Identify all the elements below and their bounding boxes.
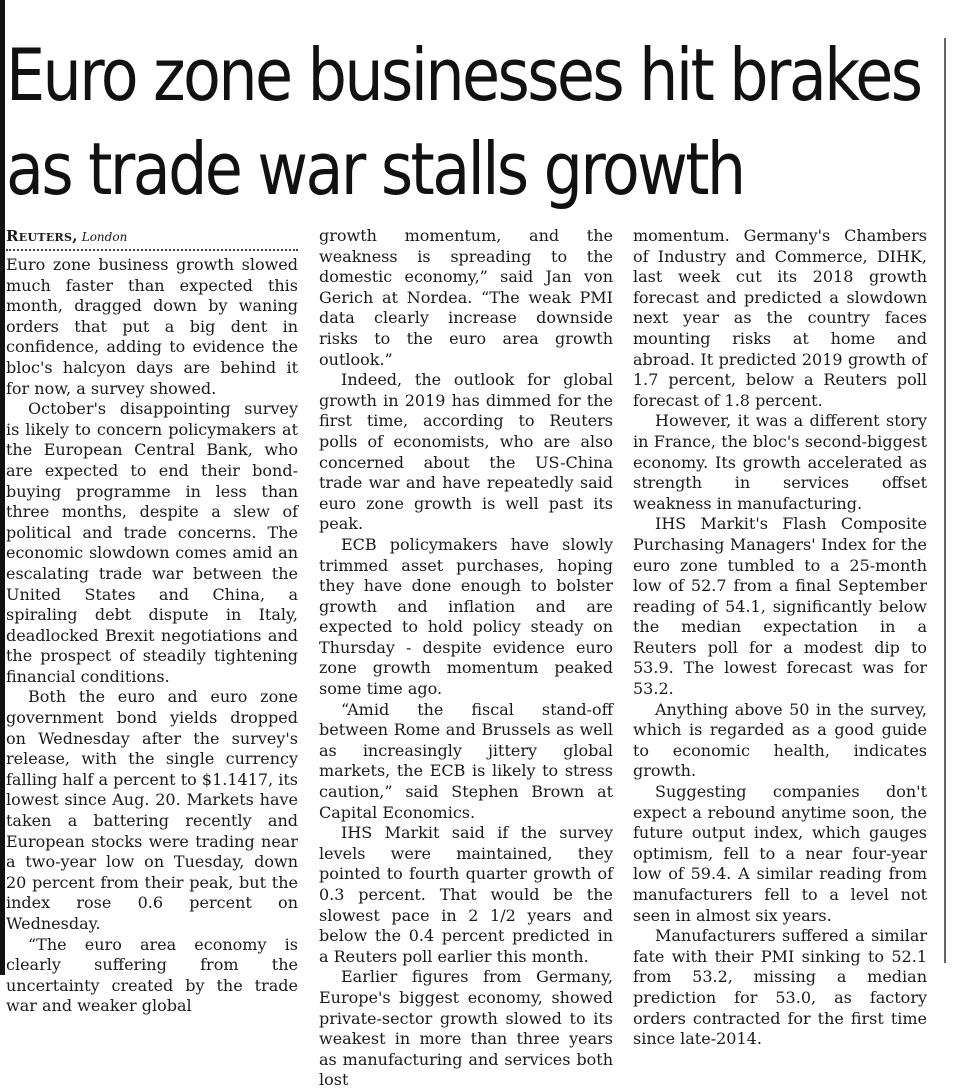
byline-location: London — [81, 230, 128, 244]
paragraph: Both the euro and euro zone government bond yields dropped on Wednesday after the survey's release, with the single currency falling half a percent to $1.1417, its lowest since Aug. 20. Markets have taken a battering recently and European stocks were trading near a two-year low on Tuesday, down 20 percent from their peak, but the index rose 0.6 percent on Wednesday. — [6, 687, 298, 933]
paragraph: “Amid the fiscal stand-off between Rome and Brussels as well as increasingly jittery global markets, the ECB is likely to stress caution,” said Stephen Brown at Capital Economics. — [319, 699, 613, 822]
byline-agency: Reuters, — [6, 227, 78, 245]
headline: Euro zone businesses hit brakes as trade war stalls growth — [6, 33, 921, 211]
article-column-1 — [6, 226, 298, 1017]
paragraph: momentum. Germany's Chambers of Industry and Commerce, DIHK, last week cut its 2018 growth forecast and predicted a slowdown next year as the country faces mounting risks at home and abroad. It predicted 2019 growth of 1.7 percent, below a Reuters poll forecast of 1.8 percent. — [633, 226, 927, 410]
byline — [6, 226, 298, 251]
paragraph: growth momentum, and the weakness is spreading to the domestic economy,” said Jan von Gerich at Nordea. “The weak PMI data clearly increase downside risks to the euro area growth outlook.” — [319, 226, 613, 369]
paragraph: Earlier figures from Germany, Europe's biggest economy, showed private-sector growth slowed to its weakest in more than three years as manufacturing and services both lost — [319, 967, 613, 1090]
column-rule — [944, 38, 946, 963]
paragraph: However, it was a different story in France, the bloc's second-biggest economy. Its growth accelerated as strength in services offset weakness in manufacturing. — [633, 411, 927, 513]
paragraph: Manufacturers suffered a similar fate with their PMI sinking to 52.1 from 53.2, missing a median prediction for 53.0, as factory orders contracted for the first time since late-2014. — [633, 926, 927, 1049]
page-edge — [0, 0, 5, 975]
paragraph: IHS Markit said if the survey levels were maintained, they pointed to fourth quarter growth of 0.3 percent. That would be the slowest pace in 2 1/2 years and below the 0.4 percent predicted in a Reuters poll earlier this month. — [319, 823, 613, 966]
article-column-3 — [633, 226, 927, 1050]
paragraph: Indeed, the outlook for global growth in 2019 has dimmed for the first time, according to Reuters polls of economists, who are also concerned about the US-China trade war and have repeatedly said euro zone growth is well past its peak. — [319, 370, 613, 534]
paragraph: “The euro area economy is clearly suffering from the uncertainty created by the trade war and weaker global — [6, 934, 298, 1016]
paragraph: October's disappointing survey is likely to concern policymakers at the European Central Bank, who are expected to end their bond-buying programme in less than three months, despite a slew of political and trade concerns. The economic slowdown comes amid an escalating trade war between the United States and China, a spiraling debt dispute in Italy, deadlocked Brexit negotiations and the prospect of steadily tightening financial conditions. — [6, 399, 298, 686]
paragraph: Suggesting companies don't expect a rebound anytime soon, the future output index, which gauges optimism, fell to a near four-year low of 59.4. A similar reading from manufacturers fell to a level not seen in almost six years. — [633, 782, 927, 925]
article-column-2 — [319, 226, 613, 1091]
paragraph: IHS Markit's Flash Composite Purchasing Managers' Index for the euro zone tumbled to a 25-month low of 52.7 from a final September reading of 54.1, significantly below the median expectation in a Reuters poll for a modest dip to 53.9. The lowest forecast was for 53.2. — [633, 514, 927, 699]
paragraph: Anything above 50 in the survey, which is regarded as a good guide to economic health, indicates growth. — [633, 699, 927, 781]
paragraph: Euro zone business growth slowed much faster than expected this month, dragged down by waning orders that put a big dent in confidence, adding to evidence the bloc's halcyon days are behind it for now, a survey showed. — [6, 255, 298, 398]
paragraph: ECB policymakers have slowly trimmed asset purchases, hoping they have done enough to bolster growth and inflation and are expected to hold policy steady on Thursday - despite evidence euro zone growth momentum peaked some time ago. — [319, 534, 613, 699]
